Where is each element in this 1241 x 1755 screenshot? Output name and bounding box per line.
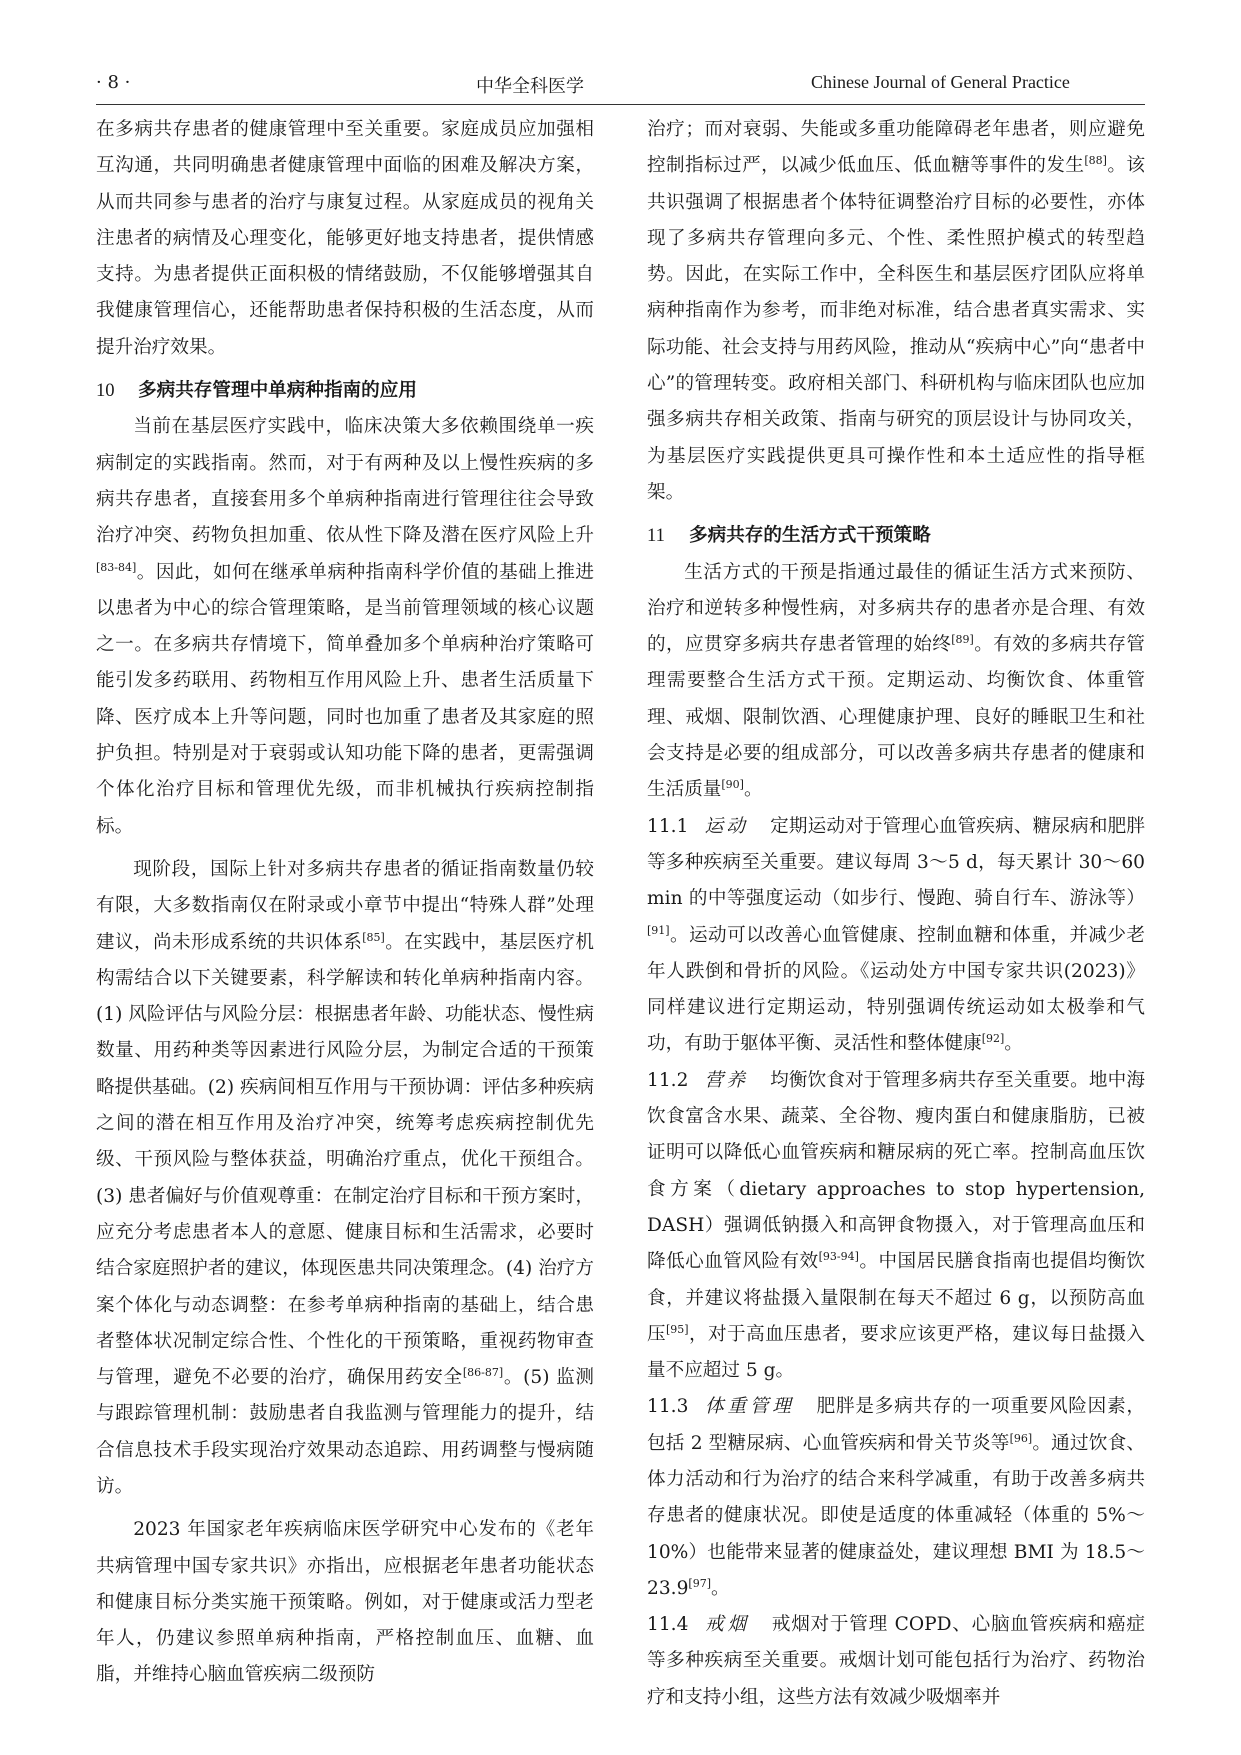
subsection-number: 11.4: [647, 1614, 689, 1636]
text: 。: [1004, 1033, 1023, 1055]
text: 肥胖是多病共存的一项重要风险因素，包括 2 型糖尿病、心血管疾病和骨关节炎等: [647, 1396, 1145, 1454]
paragraph: [96, 409, 594, 845]
text: 定期运动对于管理心血管疾病、糖尿病和肥胖等多种疾病至关重要。建议每周 3～5 d，每天累计 30～60 min 的中等强度运动（如步行、慢跑、骑自行车、游泳等）: [647, 815, 1145, 910]
journal-title-en: Chinese Journal of General Practice: [811, 72, 1070, 92]
text: 。该共识强调了根据患者个体特征调整治疗目标的必要性，亦体现了多病共存管理向多元、个性、柔性照护模式的转型趋势。因此，在实际工作中，全科医生和基层医疗团队应将单病种指南作为参考，而非绝对标准，结合患者真实需求、实际功能、社会支持与用药风险，推动从“疾病中心”向“患者中心”的管理转变。政府相关部门、科研机构与临床团队也应加强多病共存相关政策、指南与研究的顶层设计与协同攻关，为基层医疗实践提供更具可操作性和本土适应性的指导框架。: [647, 155, 1145, 503]
subsection-11-4: [647, 1607, 1145, 1716]
left-column: [96, 112, 594, 1694]
subsection-11-1: [647, 809, 1145, 1063]
text: 生活方式的干预是指通过最佳的循证生活方式来预防、治疗和逆转多种慢性病，对多病共存的患者亦是合理、有效的，应贯穿多病共存患者管理的始终: [647, 561, 1145, 656]
citation[interactable]: [89]: [951, 633, 974, 647]
running-header: [96, 72, 1145, 102]
subsection-number: 11.1: [647, 815, 689, 837]
subsection-number: 11.3: [647, 1396, 689, 1418]
section-title: 多病共存的生活方式干预策略: [689, 525, 931, 547]
paragraph: 2023 年国家老年疾病临床医学研究中心发布的《老年共病管理中国专家共识》亦指出，应根据老年患者功能状态和健康目标分类实施干预策略。例如，对于健康或活力型老年人，仍建议参照单病种指南，严格控制血压、血糖、血脂，并维持心脑血管疾病二级预防: [96, 1519, 594, 1686]
right-column: [647, 112, 1145, 1716]
citation[interactable]: [95]: [666, 1322, 689, 1336]
section-heading-11: [647, 518, 1145, 554]
section-heading-10: [96, 373, 594, 409]
text: 。在实践中，基层医疗机构需结合以下关键要素，科学解读和转化单病种指南内容。(1) 风险评估与风险分层：根据患者年龄、功能状态、慢性病数量、用药种类等因素进行风险分层，为制定合适的干预策略提供基础。(2) 疾病间相互作用与干预协调：评估多种疾病之间的潜在相互作用及治疗冲突，统筹考虑疾病控制优先级、干预风险与整体获益，明确治疗重点，优化干预组合。(3) 患者偏好与价值观尊重：在制定治疗目标和干预方案时，应充分考虑患者本人的意愿、健康目标和生活需求，必要时结合家庭照护者的建议，体现医患共同决策理念。(4) 治疗方案个体化与动态调整：在参考单病种指南的基础上，结合患者整体状况制定综合性、个性化的干预策略，重视药物审查与管理，避免不必要的治疗，确保用药安全: [96, 931, 594, 1389]
text: 。(5) 监测与跟踪管理机制：鼓励患者自我监测与管理能力的提升，结合信息技术手段实现治疗效果动态追踪、用药调整与慢病随访。: [96, 1367, 594, 1497]
text: 。: [711, 1577, 730, 1599]
citation[interactable]: [88]: [1084, 154, 1107, 168]
paragraph: 在多病共存患者的健康管理中至关重要。家庭成员应加强相互沟通，共同明确患者健康管理中面临的困难及解决方案，从而共同参与患者的治疗与康复过程。从家庭成员的视角关注患者的病情及心理变化，能够更好地支持患者，提供情感支持。为患者提供正面积极的情绪鼓励，不仅能够增强其自我健康管理信心，还能帮助患者保持积极的生活态度，从而提升治疗效果。: [96, 119, 594, 358]
text: 。有效的多病共存管理需要整合生活方式干预。定期运动、均衡饮食、体重管理、戒烟、限制饮酒、心理健康护理、良好的睡眠卫生和社会支持是必要的组成部分，可以改善多病共存患者的健康和生活质量: [647, 634, 1145, 801]
text: ，对于高血压患者，要求应该更严格，建议每日盐摄入量不应超过 5 g。: [647, 1323, 1145, 1382]
subsection-title: 运动: [704, 815, 749, 837]
text: 现阶段，国际上针对多病共存患者的循证指南数量仍较有限，大多数指南仅在附录或小章节中提出“特殊人群”处理建议，尚未形成系统的共识体系: [96, 858, 594, 953]
page-number: · 8 ·: [96, 72, 131, 93]
text: 。: [743, 779, 763, 801]
citation[interactable]: [97]: [688, 1576, 711, 1590]
section-title: 多病共存管理中单病种指南的应用: [138, 380, 417, 402]
citation[interactable]: [93-94]: [818, 1250, 859, 1264]
section-number: 10: [96, 380, 115, 402]
citation[interactable]: [90]: [721, 778, 744, 792]
subsection-title: 营养: [704, 1069, 749, 1091]
section-number: 11: [647, 525, 665, 547]
text: 戒烟对于管理 COPD、心脑血管疾病和癌症等多种疾病至关重要。戒烟计划可能包括行为治疗、药物治疗和支持小组，这些方法有效减少吸烟率并: [647, 1614, 1145, 1708]
citation[interactable]: [91]: [647, 923, 670, 937]
text: 。运动可以改善心血管健康、控制血糖和体重，并减少老年人跌倒和骨折的风险。《运动处方中国专家共识(2023)》同样建议进行定期运动，特别强调传统运动如太极拳和气功，有助于躯体平衡、灵活性和整体健康: [647, 924, 1145, 1055]
subsection-number: 11.2: [647, 1069, 689, 1091]
paragraph: [647, 112, 1145, 511]
citation[interactable]: [85]: [362, 930, 385, 944]
subsection-title: 戒烟: [704, 1614, 750, 1636]
citation[interactable]: [86-87]: [462, 1365, 504, 1379]
citation[interactable]: [92]: [981, 1032, 1005, 1046]
journal-title-cn: 中华全科医学: [476, 76, 584, 97]
text: 均衡饮食对于管理多病共存至关重要。地中海饮食富含水果、蔬菜、全谷物、瘦肉蛋白和健康脂肪，已被证明可以降低心血管疾病和糖尿病的死亡率。控制高血压饮食方案（dietary approaches to stop hypertension, DASH）强调低钠摄入和高钾食物摄入，对于管理高血压和降低心血管风险有效: [647, 1069, 1145, 1273]
text: 。因此，如何在继承单病种指南科学价值的基础上推进以患者为中心的综合管理策略，是当前管理领域的核心议题之一。在多病共存情境下，简单叠加多个单病种治疗策略可能引发多药联用、药物相互作用风险上升、患者生活质量下降、医疗成本上升等问题，同时也加重了患者及其家庭的照护负担。特别是对于衰弱或认知功能下降的患者，更需强调个体化治疗目标和管理优先级，而非机械执行疾病控制指标。: [96, 561, 594, 837]
text: 当前在基层医疗实践中，临床决策大多依赖围绕单一疾病制定的实践指南。然而，对于有两种及以上慢性疾病的多病共存患者，直接套用多个单病种指南进行管理往往会导致治疗冲突、药物负担加重、依从性下降及潜在医疗风险上升: [96, 416, 594, 547]
text: 治疗；而对衰弱、失能或多重功能障碍老年患者，则应避免控制指标过严，以减少低血压、低血糖等事件的发生: [647, 119, 1145, 177]
subsection-11-2: [647, 1063, 1145, 1390]
header-rule: [96, 104, 1145, 105]
citation[interactable]: [96]: [1009, 1431, 1033, 1445]
subsection-title: 体重管理: [704, 1396, 795, 1418]
citation[interactable]: [83-84]: [96, 560, 137, 574]
text: 。通过饮食、体力活动和行为治疗的结合来科学减重，有助于改善多病共存患者的健康状况。即使是适度的体重减轻（体重的 5%～10%）也能带来显著的健康益处，建议理想 BMI 为 18.5～23.9: [647, 1432, 1145, 1599]
text: 。中国居民膳食指南也提倡均衡饮食，并建议将盐摄入量限制在每天不超过 6 g，以预防高血压: [647, 1251, 1145, 1345]
subsection-11-3: [647, 1389, 1145, 1607]
paragraph: [96, 852, 594, 1505]
paragraph: [647, 555, 1145, 809]
